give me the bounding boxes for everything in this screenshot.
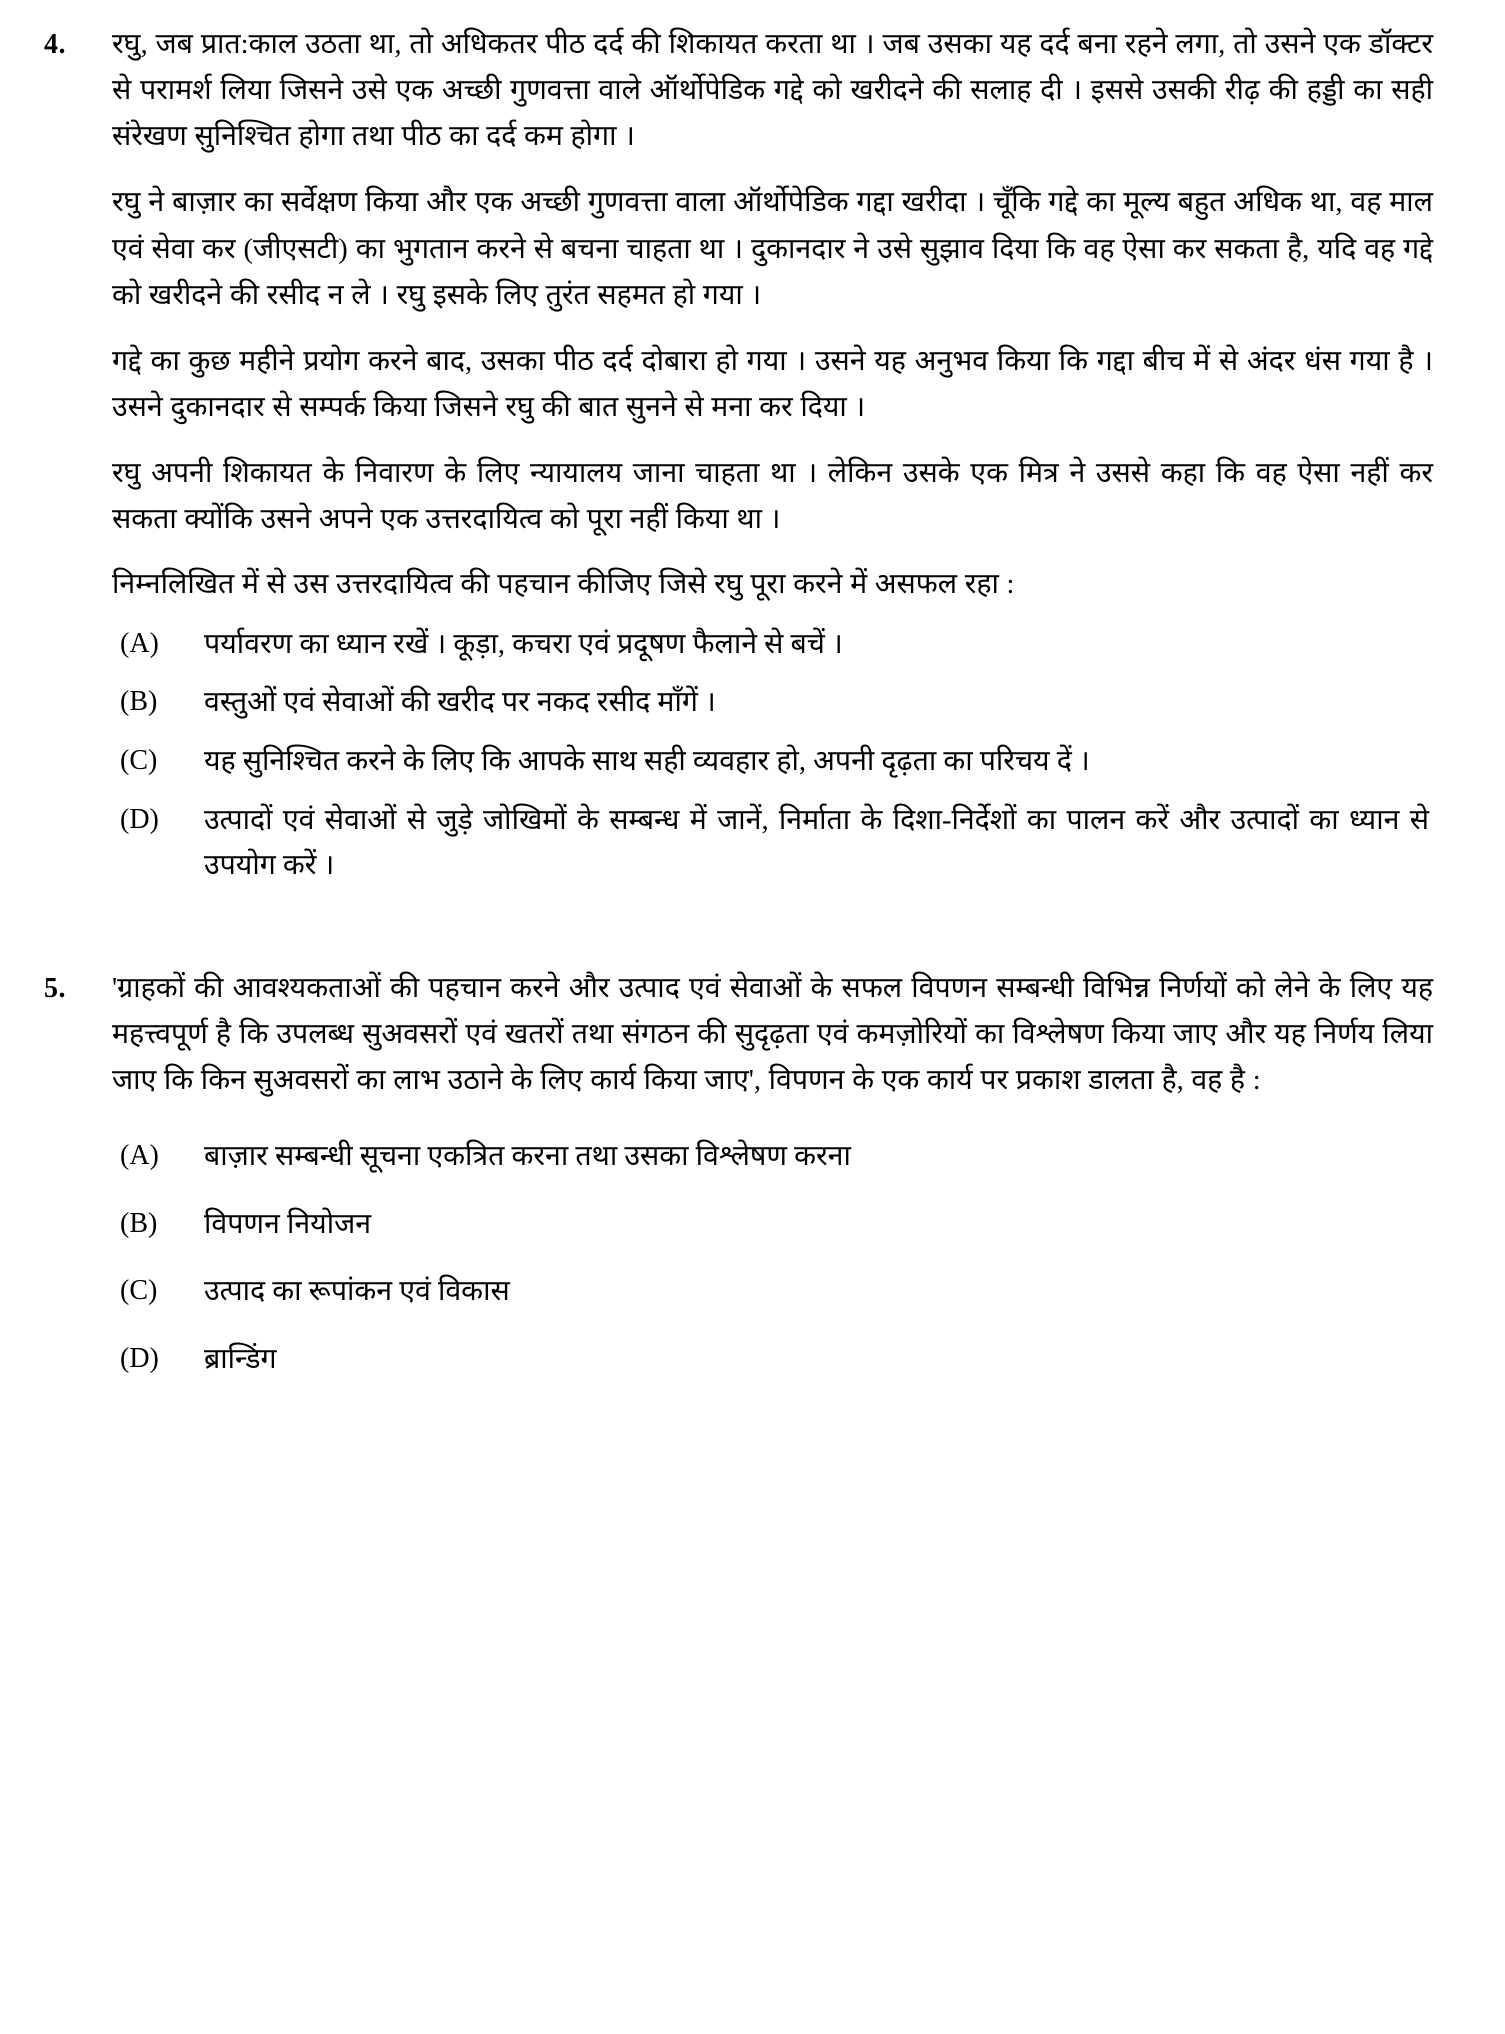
option-label: (B) bbox=[120, 1207, 158, 1239]
option-label: (A) bbox=[120, 1140, 159, 1172]
question-5-option-c[interactable] bbox=[112, 1269, 1433, 1315]
option-text: उत्पाद का रूपांकन एवं विकास bbox=[204, 1276, 510, 1308]
question-4-row bbox=[40, 22, 1433, 902]
question-4-option-b[interactable] bbox=[112, 680, 1433, 726]
question-5-options bbox=[112, 1134, 1433, 1382]
question-5-option-b[interactable] bbox=[112, 1202, 1433, 1248]
question-5-number: 5. bbox=[44, 972, 66, 1004]
question-4-paragraph-1: रघु, जब प्रात:काल उठता था, तो अधिकतर पीठ दर्द की शिकायत करता था । जब उसका यह दर्द बना रहने लगा, तो उसने एक डॉक्टर से परामर्श लिया जिसने उसे एक अच्छी गुणवत्ता वाले ऑर्थोपेडिक गद्दे को खरीदने की सलाह दी । इससे उसकी रीढ़ की हड्डी का सही संरेखण सुनिश्चित होगा तथा पीठ का दर्द कम होगा । bbox=[112, 29, 1433, 153]
question-4-option-d[interactable] bbox=[112, 798, 1433, 889]
option-text: यह सुनिश्चित करने के लिए कि आपके साथ सही व्यवहार हो, अपनी दृढ़ता का परिचय दें । bbox=[204, 745, 1090, 777]
question-4-option-c[interactable] bbox=[112, 739, 1433, 785]
option-text: उत्पादों एवं सेवाओं से जुड़े जोखिमों के सम्बन्ध में जानें, निर्माता के दिशा-निर्देशों का पालन करें और उत्पादों का ध्यान से उपयोग करें । bbox=[204, 804, 1429, 882]
option-label: (C) bbox=[120, 1275, 158, 1307]
question-5-option-a[interactable] bbox=[112, 1134, 1433, 1180]
question-4-number: 4. bbox=[44, 29, 66, 60]
question-separator bbox=[40, 902, 1433, 966]
question-5 bbox=[40, 966, 1433, 1405]
question-5-option-d[interactable] bbox=[112, 1337, 1433, 1383]
question-4-options bbox=[112, 622, 1433, 889]
option-text: विपणन नियोजन bbox=[204, 1208, 372, 1240]
question-4-paragraph-4: रघु अपनी शिकायत के निवारण के लिए न्यायालय जाना चाहता था । लेकिन उसके एक मित्र ने उससे कहा कि वह ऐसा नहीं कर सकता क्योंकि उसने अपने एक उत्तरदायित्व को पूरा नहीं किया था । bbox=[112, 458, 1433, 536]
question-4-lead-in: निम्नलिखित में से उस उत्तरदायित्व की पहचान कीजिए जिसे रघु पूरा करने में असफल रहा : bbox=[112, 568, 1015, 600]
option-label: (D) bbox=[120, 1342, 159, 1374]
question-5-row bbox=[40, 966, 1433, 1405]
option-label: (D) bbox=[120, 803, 159, 835]
option-label: (A) bbox=[120, 627, 159, 659]
question-4-option-a[interactable] bbox=[112, 622, 1433, 668]
option-text: ब्रान्डिंग bbox=[204, 1343, 277, 1375]
option-text: वस्तुओं एवं सेवाओं की खरीद पर नकद रसीद माँगें । bbox=[204, 687, 716, 719]
option-text: बाज़ार सम्बन्धी सूचना एकत्रित करना तथा उसका विश्लेषण करना bbox=[204, 1141, 851, 1173]
question-4-body bbox=[112, 22, 1433, 902]
question-4-paragraph-3: गद्दे का कुछ महीने प्रयोग करने बाद, उसका पीठ दर्द दोबारा हो गया । उसने यह अनुभव किया कि गद्दा बीच में से अंदर धंस गया है । उसने दुकानदार से सम्पर्क किया जिसने रघु की बात सुनने से मना कर दिया । bbox=[112, 345, 1433, 424]
option-text: पर्यावरण का ध्यान रखें । कूड़ा, कचरा एवं प्रदूषण फैलाने से बचें । bbox=[204, 628, 843, 660]
option-label: (B) bbox=[120, 686, 158, 718]
question-4 bbox=[40, 22, 1433, 902]
option-label: (C) bbox=[120, 744, 158, 776]
question-5-body bbox=[112, 966, 1433, 1405]
question-4-paragraph-2: रघु ने बाज़ार का सर्वेक्षण किया और एक अच्छी गुणवत्ता वाला ऑर्थोपेडिक गद्दा खरीदा । चूँकि गद्दे का मूल्य बहुत अधिक था, वह माल एवं सेवा कर (जीएसटी) का भुगतान करने से बचना चाहता था । दुकानदार ने उसे सुझाव दिया कि वह ऐसा कर सकता है, यदि वह गद्दे को खरीदने की रसीद न ले । रघु इसके लिए तुरंत सहमत हो गया । bbox=[112, 187, 1433, 311]
question-5-lead-in: 'ग्राहकों की आवश्यकताओं की पहचान करने और उत्पाद एवं सेवाओं के सफल विपणन सम्बन्धी विभिन्न निर्णयों को लेने के लिए यह महत्त्वपूर्ण है कि उपलब्ध सुअवसरों एवं खतरों तथा संगठन की सुदृढ़ता एवं कमज़ोरियों का विश्लेषण किया जाए और यह निर्णय लिया जाए कि किन सुअवसरों का लाभ उठाने के लिए कार्य किया जाए', विपणन के एक कार्य पर प्रकाश डालता है, वह है : bbox=[112, 972, 1433, 1096]
